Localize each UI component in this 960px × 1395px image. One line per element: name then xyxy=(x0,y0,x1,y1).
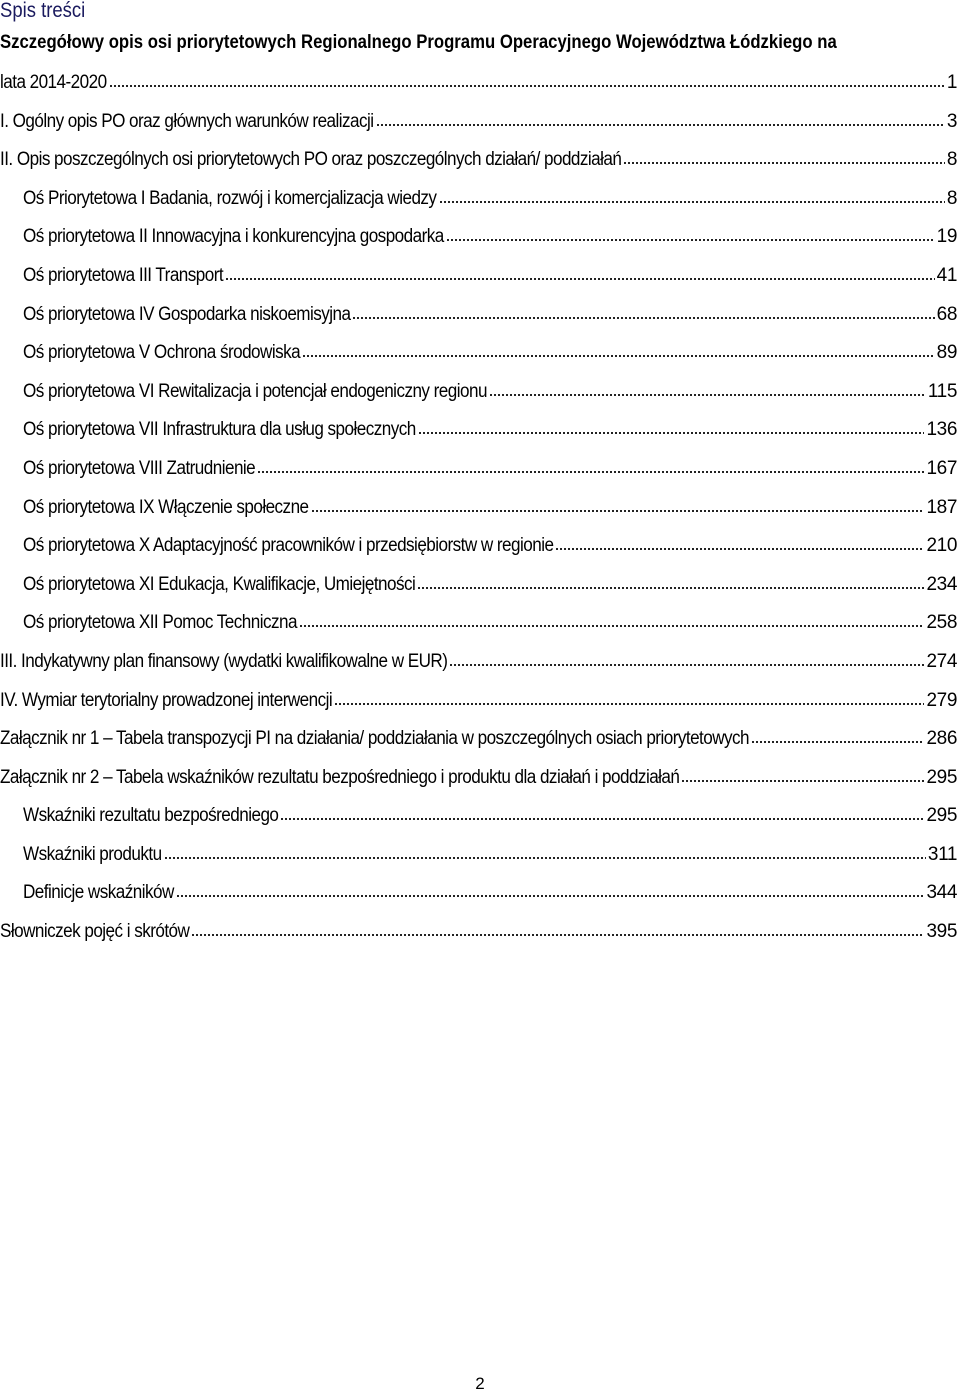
toc-entry[interactable] xyxy=(0,801,960,840)
toc-entry[interactable] xyxy=(0,647,960,686)
toc-entry-page[interactable]: 295 xyxy=(926,766,957,788)
toc-entry-page[interactable]: 8 xyxy=(946,187,957,209)
toc-list xyxy=(0,68,960,956)
toc-dot-leader xyxy=(681,763,924,783)
toc-entry[interactable] xyxy=(0,68,960,107)
toc-dot-leader xyxy=(376,107,945,127)
toc-entry-label[interactable]: Definicje wskaźników xyxy=(23,882,174,904)
toc-entry[interactable] xyxy=(0,377,960,416)
toc-entry[interactable] xyxy=(0,338,960,377)
toc-entry[interactable] xyxy=(0,763,960,802)
toc-entry[interactable] xyxy=(0,300,960,339)
toc-dot-leader xyxy=(446,222,935,242)
toc-entry[interactable] xyxy=(0,415,960,454)
toc-dot-leader xyxy=(449,647,924,667)
toc-dot-leader xyxy=(109,68,945,88)
toc-entry-page[interactable]: 279 xyxy=(926,689,957,711)
toc-entry-line[interactable] xyxy=(23,261,957,289)
toc-entry[interactable] xyxy=(0,107,960,146)
toc-entry[interactable] xyxy=(0,608,960,647)
toc-entry-page[interactable]: 167 xyxy=(926,457,957,479)
toc-entry-line[interactable] xyxy=(23,531,957,559)
toc-entry-label[interactable]: Wskaźniki rezultatu bezpośredniego xyxy=(23,805,279,827)
toc-entry-line[interactable] xyxy=(23,608,957,636)
toc-entry-page[interactable]: 3 xyxy=(946,110,957,132)
toc-dot-leader xyxy=(352,300,934,320)
toc-entry-label[interactable]: Oś priorytetowa IX Włączenie społeczne xyxy=(23,496,309,518)
toc-entry[interactable] xyxy=(0,531,960,570)
toc-entry-page[interactable]: 344 xyxy=(926,882,957,904)
toc-entry-label[interactable]: Oś Priorytetowa I Badania, rozwój i komercjalizacja wiedzy xyxy=(23,187,437,209)
toc-entry-label[interactable]: lata 2014-2020 xyxy=(0,72,107,93)
toc-entry-label[interactable]: Oś priorytetowa XI Edukacja, Kwalifikacje, Umiejętności xyxy=(23,573,416,595)
toc-entry-line[interactable] xyxy=(23,300,957,328)
toc-entry-label[interactable]: Załącznik nr 2 – Tabela wskaźników rezultatu bezpośredniego i produktu dla działań i poddziałań xyxy=(0,766,680,788)
toc-entry-line[interactable] xyxy=(23,377,957,405)
toc-entry[interactable] xyxy=(0,261,960,300)
toc-entry-label[interactable]: Wskaźniki produktu xyxy=(23,843,162,865)
toc-entry-line[interactable] xyxy=(23,878,957,906)
toc-entry-page[interactable]: 311 xyxy=(927,843,957,865)
toc-entry-label[interactable]: Oś priorytetowa VII Infrastruktura dla usług społecznych xyxy=(23,419,416,441)
toc-dot-leader xyxy=(176,878,925,898)
toc-entry-page[interactable]: 274 xyxy=(926,650,957,672)
toc-entry-label[interactable]: Słowniczek pojęć i skrótów xyxy=(0,921,190,943)
toc-entry-line[interactable] xyxy=(23,222,957,250)
toc-dot-leader xyxy=(489,377,926,397)
toc-entry-page[interactable]: 89 xyxy=(936,342,957,364)
document-title-line: Szczegółowy opis osi priorytetowych Regionalnego Programu Operacyjnego Województwa Łódzkiego na xyxy=(0,32,837,53)
toc-entry[interactable] xyxy=(0,493,960,532)
toc-dot-leader xyxy=(191,917,924,937)
toc-entry-line[interactable] xyxy=(23,801,957,829)
toc-entry-line[interactable] xyxy=(0,724,957,752)
toc-dot-leader xyxy=(225,261,935,281)
toc-dot-leader xyxy=(302,338,935,358)
toc-entry-label[interactable]: Oś priorytetowa XII Pomoc Techniczna xyxy=(23,612,297,634)
toc-entry-line[interactable] xyxy=(23,493,957,521)
toc-entry-line[interactable] xyxy=(0,107,957,135)
toc-dot-leader xyxy=(280,801,924,821)
toc-entry[interactable] xyxy=(0,878,960,917)
toc-entry-page[interactable]: 234 xyxy=(926,573,957,595)
toc-entry-line[interactable] xyxy=(0,68,957,96)
toc-entry-page[interactable]: 395 xyxy=(926,921,957,943)
toc-entry-label[interactable]: II. Opis poszczególnych osi priorytetowych PO oraz poszczególnych działań/ poddziałań xyxy=(0,149,622,171)
toc-entry-line[interactable] xyxy=(23,454,957,482)
toc-dot-leader xyxy=(299,608,925,628)
toc-entry[interactable] xyxy=(0,840,960,879)
toc-entry-label[interactable]: Oś priorytetowa IV Gospodarka niskoemisyjna xyxy=(23,303,351,325)
toc-entry-line[interactable] xyxy=(23,415,957,443)
toc-entry-page[interactable]: 41 xyxy=(936,264,957,286)
toc-entry-line[interactable] xyxy=(0,145,957,173)
toc-entry[interactable] xyxy=(0,184,960,223)
toc-entry[interactable] xyxy=(0,222,960,261)
toc-entry-label[interactable]: I. Ogólny opis PO oraz głównych warunków realizacji xyxy=(0,110,374,132)
toc-dot-leader xyxy=(311,493,925,513)
toc-entry[interactable] xyxy=(0,145,960,184)
toc-entry-line[interactable] xyxy=(23,338,957,366)
toc-dot-leader xyxy=(751,724,924,744)
toc-entry-line[interactable] xyxy=(23,840,957,868)
toc-entry-page[interactable]: 68 xyxy=(936,303,957,325)
toc-entry-page[interactable]: 1 xyxy=(946,72,957,93)
toc-entry[interactable] xyxy=(0,686,960,725)
toc-entry-line[interactable] xyxy=(0,647,957,675)
toc-entry-label[interactable]: III. Indykatywny plan finansowy (wydatki kwalifikowalne w EUR) xyxy=(0,650,448,672)
toc-dot-leader xyxy=(418,415,925,435)
toc-entry-line[interactable] xyxy=(23,570,957,598)
toc-entry-page[interactable]: 115 xyxy=(927,380,957,402)
toc-heading: Spis treści xyxy=(0,0,86,22)
toc-entry-label[interactable]: Oś priorytetowa V Ochrona środowiska xyxy=(23,342,301,364)
toc-entry-page[interactable]: 295 xyxy=(926,805,957,827)
toc-entry-line[interactable] xyxy=(23,184,957,212)
toc-entry-label[interactable]: Załącznik nr 1 – Tabela transpozycji PI na działania/ poddziałania w poszczególnych osiach priorytetowych xyxy=(0,728,750,750)
toc-entry-label[interactable]: Oś priorytetowa VIII Zatrudnienie xyxy=(23,457,256,479)
toc-entry-label[interactable]: Oś priorytetowa III Transport xyxy=(23,264,224,286)
toc-dot-leader xyxy=(417,570,924,590)
toc-dot-leader xyxy=(555,531,924,551)
toc-dot-leader xyxy=(623,145,944,165)
toc-entry-page[interactable]: 286 xyxy=(926,728,957,750)
toc-entry-label[interactable]: Oś priorytetowa X Adaptacyjność pracowników i przedsiębiorstw w regionie xyxy=(23,535,554,557)
toc-dot-leader xyxy=(164,840,926,860)
page-number: 2 xyxy=(475,1374,485,1393)
toc-entry-page[interactable]: 8 xyxy=(946,149,957,171)
toc-entry-label[interactable]: Oś priorytetowa II Innowacyjna i konkurencyjna gospodarka xyxy=(23,226,444,248)
toc-dot-leader xyxy=(257,454,924,474)
toc-entry-page[interactable]: 136 xyxy=(926,419,957,441)
toc-entry-page[interactable]: 258 xyxy=(926,612,957,634)
toc-entry-label[interactable]: Oś priorytetowa VI Rewitalizacja i potencjał endogeniczny regionu xyxy=(23,380,487,402)
toc-entry-page[interactable]: 187 xyxy=(926,496,957,518)
toc-entry-line[interactable] xyxy=(0,686,957,714)
toc-dot-leader xyxy=(334,686,924,706)
toc-entry[interactable] xyxy=(0,570,960,609)
toc-entry-page[interactable]: 210 xyxy=(926,535,957,557)
toc-entry[interactable] xyxy=(0,917,960,956)
toc-entry-label[interactable]: IV. Wymiar terytorialny prowadzonej interwencji xyxy=(0,689,333,711)
toc-dot-leader xyxy=(439,184,945,204)
toc-entry-page[interactable]: 19 xyxy=(936,226,957,248)
toc-entry[interactable] xyxy=(0,724,960,763)
toc-entry-line[interactable] xyxy=(0,763,957,791)
toc-entry[interactable] xyxy=(0,454,960,493)
toc-entry-line[interactable] xyxy=(0,917,957,945)
